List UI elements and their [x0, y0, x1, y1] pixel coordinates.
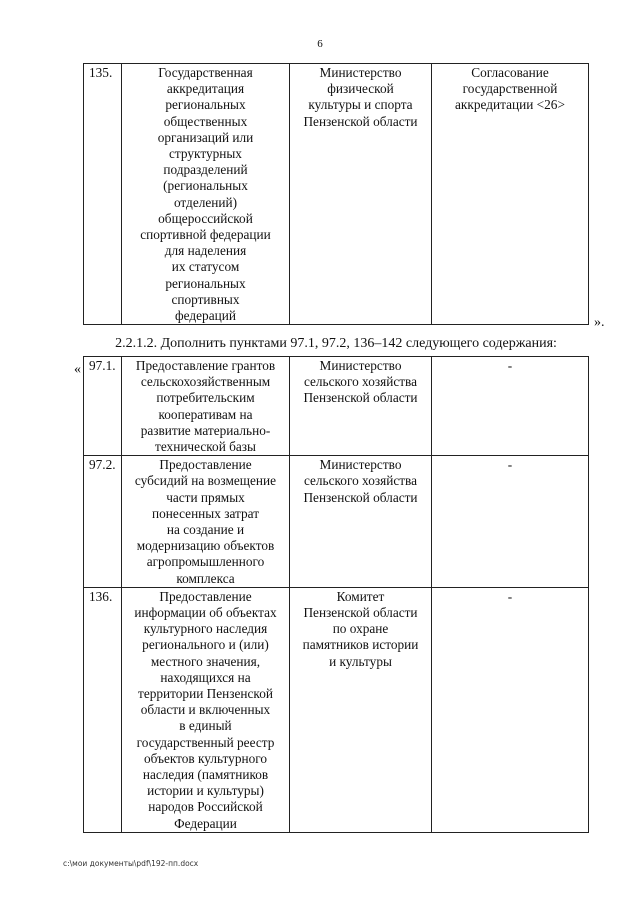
amendment-paragraph: 2.2.1.2. Дополнить пунктами 97.1, 97.2, 136–142 следующего содержания:: [115, 336, 557, 351]
cell-line: региональных: [165, 97, 246, 113]
cell-line: Пензенской области: [303, 390, 418, 406]
file-path-footer: c:\мои документы\pdf\192-пп.docx: [63, 859, 199, 868]
cell-line: общественных: [163, 113, 248, 129]
note-cell: [432, 587, 589, 832]
cell-line: для наделения: [164, 243, 247, 259]
agency-cell: [290, 456, 432, 588]
cell-line: структурных: [169, 146, 242, 162]
cell-line: находящихся на: [160, 669, 251, 685]
cell-line: местного значения,: [150, 653, 261, 669]
cell-line: и культуры: [329, 653, 392, 669]
cell-line: сельского хозяйства: [303, 473, 418, 489]
cell-line: общероссийской: [158, 210, 253, 226]
cell-line: модернизацию объектов: [136, 538, 275, 554]
cell-line: понесенных затрат: [151, 505, 260, 521]
cell-line: (региональных: [163, 178, 248, 194]
cell-line: потребительским: [156, 390, 255, 406]
cell-line: кооперативам на: [158, 406, 253, 422]
cell-line: части прямых: [166, 489, 245, 505]
cell-line: истории и культуры): [147, 783, 264, 799]
cell-line: технической базы: [155, 439, 256, 455]
cell-line: субсидий на возмещение: [134, 473, 277, 489]
row-number: 136.: [84, 587, 122, 832]
cell-line: Пензенской области: [303, 113, 418, 129]
cell-line: комплекса: [176, 570, 235, 586]
cell-line: Предоставление грантов: [135, 358, 276, 373]
cell-line: информации об объектах: [134, 605, 277, 621]
cell-line: Предоставление: [159, 588, 252, 604]
agency-cell: [290, 64, 432, 325]
table-row: [84, 64, 589, 325]
services-table-2: [83, 356, 589, 833]
cell-line: -: [507, 588, 513, 604]
cell-line: физической: [327, 81, 394, 97]
opening-quote: «: [74, 362, 81, 377]
note-cell: [432, 357, 589, 456]
cell-line: региональных: [165, 275, 246, 291]
cell-line: Министерство: [319, 65, 402, 80]
cell-line: памятников истории: [302, 637, 419, 653]
cell-line: Министерство: [319, 457, 402, 473]
cell-line: федераций: [175, 308, 236, 324]
service-name-cell: [122, 357, 290, 456]
note-cell: [432, 456, 589, 588]
agency-cell: [290, 357, 432, 456]
cell-line: организаций или: [157, 129, 254, 145]
cell-line: Предоставление: [159, 457, 252, 473]
cell-line: Пензенской области: [303, 605, 418, 621]
cell-line: на создание и: [166, 522, 245, 538]
note-cell: [432, 64, 589, 325]
cell-line: культуры и спорта: [308, 97, 413, 113]
cell-line: их статусом: [171, 259, 240, 275]
page-number: 6: [317, 38, 323, 50]
cell-line: Согласование: [471, 65, 549, 80]
cell-line: -: [507, 457, 513, 473]
row-number: 97.1.: [84, 357, 122, 456]
table-row: [84, 456, 589, 588]
cell-line: области и включенных: [140, 702, 271, 718]
service-name-cell: [122, 456, 290, 588]
cell-line: Министерство: [319, 358, 402, 373]
cell-line: объектов культурного: [143, 750, 268, 766]
cell-line: Пензенской области: [303, 489, 418, 505]
cell-line: территории Пензенской: [138, 686, 273, 702]
cell-line: государственный реестр: [136, 734, 275, 750]
cell-line: аккредитация: [166, 81, 245, 97]
table-row: [84, 357, 589, 456]
cell-line: развитие материально-: [140, 422, 271, 438]
cell-line: спортивной федерации: [140, 227, 271, 243]
cell-line: спортивных: [171, 291, 240, 307]
cell-line: сельского хозяйства: [303, 374, 418, 390]
cell-line: аккредитации <26>: [455, 97, 565, 113]
cell-line: Комитет: [336, 588, 385, 604]
row-number: 135.: [84, 64, 122, 325]
cell-line: государственной: [462, 81, 558, 97]
cell-line: агропромышленного: [146, 554, 265, 570]
cell-line: отделений): [173, 194, 238, 210]
cell-line: Федерации: [174, 815, 237, 831]
row-number: 97.2.: [84, 456, 122, 588]
cell-line: по охране: [332, 621, 389, 637]
cell-line: -: [507, 358, 513, 373]
table-row: [84, 587, 589, 832]
agency-cell: [290, 587, 432, 832]
cell-line: народов Российской: [148, 799, 263, 815]
cell-line: регионального и (или): [142, 637, 269, 653]
service-name-cell: [122, 587, 290, 832]
cell-line: подразделений: [163, 162, 248, 178]
cell-line: культурного наследия: [143, 621, 268, 637]
cell-line: в единый: [179, 718, 232, 734]
cell-line: Государственная: [158, 65, 253, 80]
closing-quote: ».: [594, 315, 605, 330]
cell-line: сельскохозяйственным: [140, 374, 271, 390]
services-table-1: [83, 63, 589, 325]
service-name-cell: [122, 64, 290, 325]
cell-line: наследия (памятников: [142, 767, 269, 783]
